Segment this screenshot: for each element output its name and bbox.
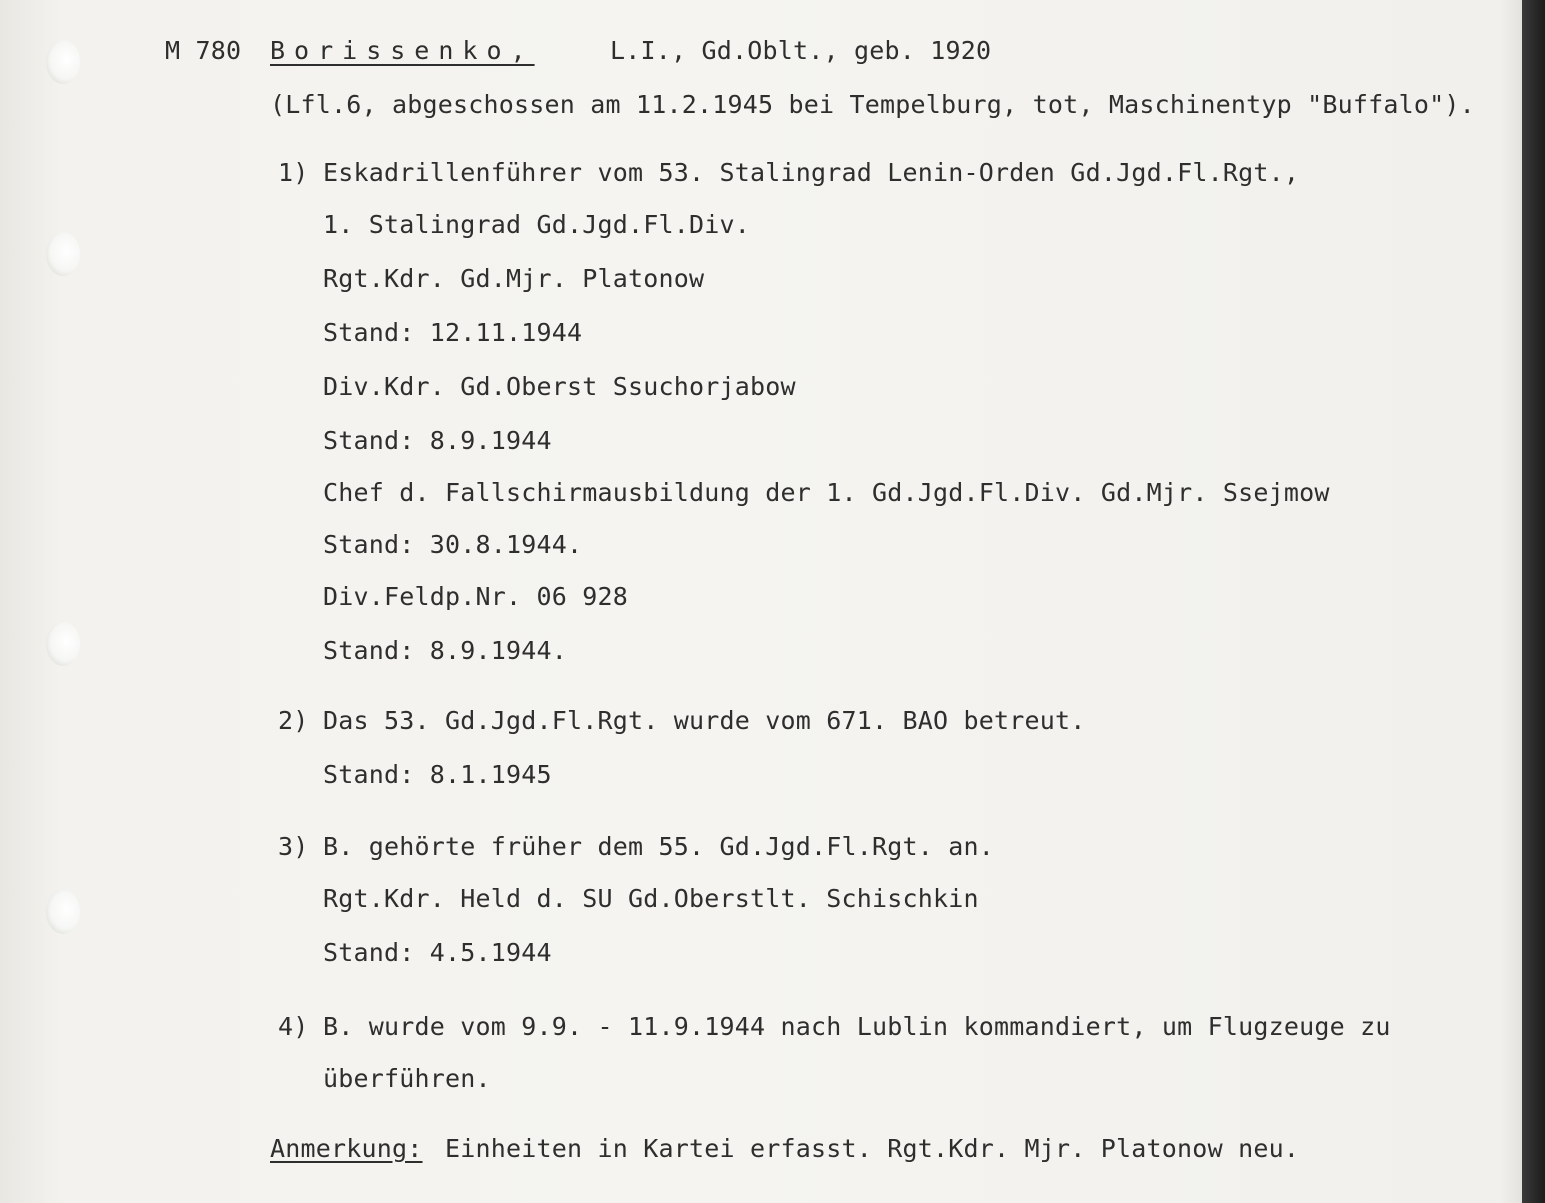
- item1-line: Stand: 8.9.1944: [323, 426, 552, 455]
- item1-line: Rgt.Kdr. Gd.Mjr. Platonow: [323, 264, 705, 293]
- scan-edge: [1522, 0, 1545, 1203]
- record-header-details: L.I., Gd.Oblt., geb. 1920: [610, 36, 992, 65]
- item2-line: Stand: 8.1.1945: [323, 760, 552, 789]
- punch-hole: [46, 890, 80, 934]
- item1-line: Stand: 8.9.1944.: [323, 636, 568, 665]
- record-surname: Borissenko,: [270, 36, 535, 65]
- item1-line: Eskadrillenführer vom 53. Stalingrad Lenin-Orden Gd.Jgd.Fl.Rgt.,: [323, 158, 1300, 187]
- item1-line: Stand: 12.11.1944: [323, 318, 583, 347]
- item-number: 1): [278, 158, 309, 187]
- item1-line: Div.Feldp.Nr. 06 928: [323, 582, 629, 611]
- punch-hole: [46, 622, 80, 666]
- item-number: 3): [278, 832, 309, 861]
- record-subtitle: (Lfl.6, abgeschossen am 11.2.1945 bei Tempelburg, tot, Maschinentyp "Buffalo").: [270, 90, 1475, 119]
- item2-line: Das 53. Gd.Jgd.Fl.Rgt. wurde vom 671. BAO betreut.: [323, 706, 1086, 735]
- item3-line: B. gehörte früher dem 55. Gd.Jgd.Fl.Rgt. an.: [323, 832, 995, 861]
- item-number: 4): [278, 1012, 309, 1041]
- note-label: Anmerkung:: [270, 1134, 423, 1163]
- item1-line: Div.Kdr. Gd.Oberst Ssuchorjabow: [323, 372, 796, 401]
- item1-line: 1. Stalingrad Gd.Jgd.Fl.Div.: [323, 210, 751, 239]
- item3-line: Rgt.Kdr. Held d. SU Gd.Oberstlt. Schischkin: [323, 884, 979, 913]
- item1-line: Chef d. Fallschirmausbildung der 1. Gd.Jgd.Fl.Div. Gd.Mjr. Ssejmow: [323, 478, 1330, 507]
- note-text: Einheiten in Kartei erfasst. Rgt.Kdr. Mjr. Platonow neu.: [445, 1134, 1300, 1163]
- punch-hole: [46, 232, 80, 276]
- item1-line: Stand: 30.8.1944.: [323, 530, 583, 559]
- item-number: 2): [278, 706, 309, 735]
- item3-line: Stand: 4.5.1944: [323, 938, 552, 967]
- record-code: M 780: [165, 36, 242, 65]
- item4-line: überführen.: [323, 1064, 491, 1093]
- item4-line: B. wurde vom 9.9. - 11.9.1944 nach Lublin kommandiert, um Flugzeuge zu: [323, 1012, 1391, 1041]
- punch-hole: [46, 40, 80, 84]
